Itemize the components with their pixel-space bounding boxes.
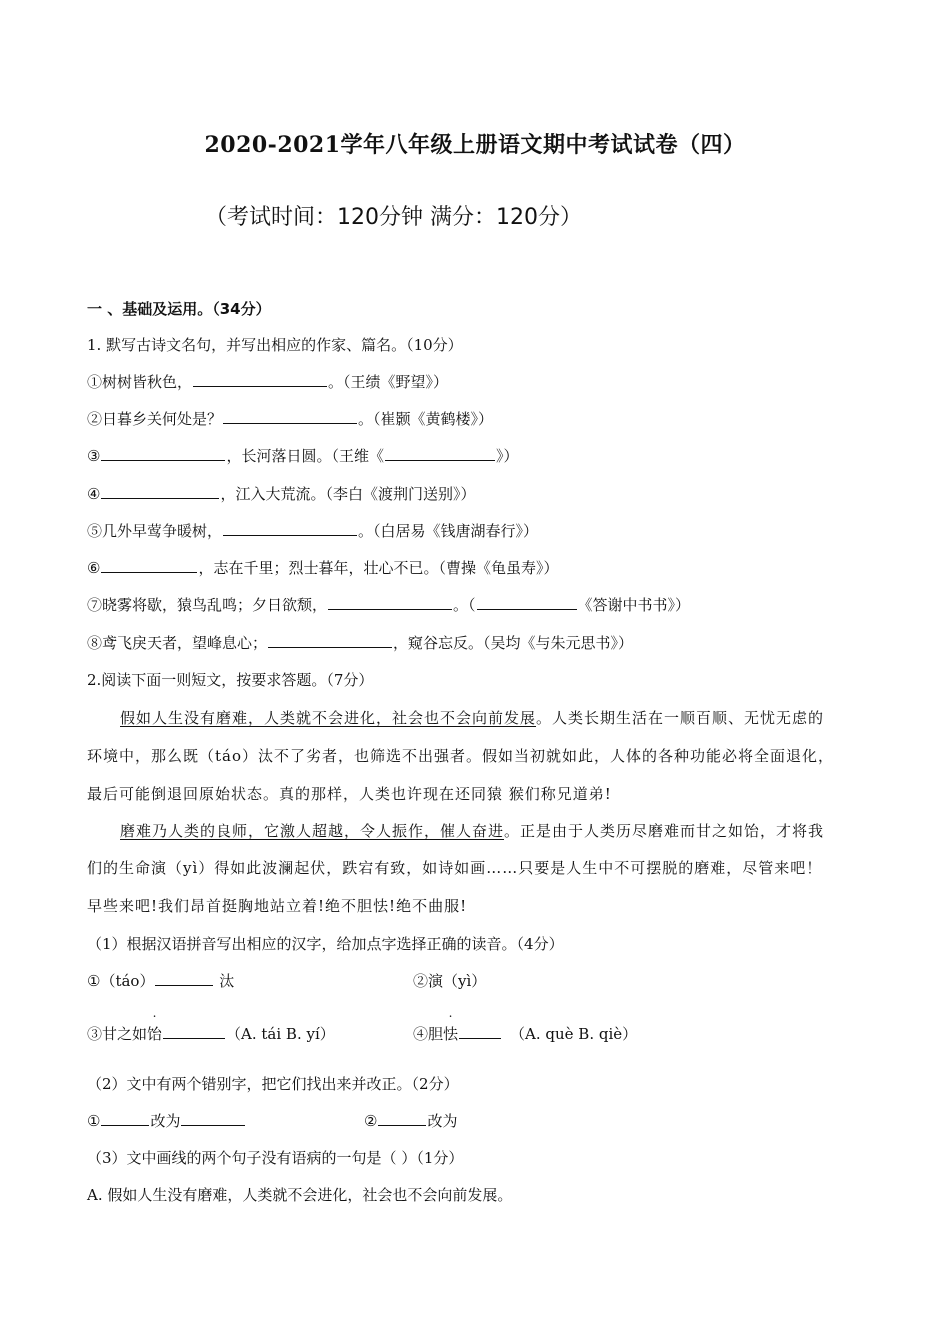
sub1-item-a-pre: ①（táo） (87, 972, 155, 990)
answer-blank[interactable] (268, 633, 392, 648)
emphasis-dot: . (448, 1006, 453, 1020)
underlined-sentence-1: 假如人生没有磨难，人类就不会进化，社会也不会向前发展 (120, 709, 537, 727)
q1-item-3-post: 》） (495, 447, 519, 465)
passage-p1-line2: 环境中，那么既（táo）汰不了劣者，也筛选不出强者。假如当初就如此，人体的各种功能必将全面退化， (87, 747, 835, 765)
q1-item-7-mid: 。（ (453, 596, 476, 614)
sub-question-2-stem: （2）文中有两个错别字，把它们找出来并改正。（2分） (87, 1075, 459, 1093)
sub2-item-a-num: ① (87, 1112, 101, 1130)
q1-item-5 (87, 520, 538, 541)
q1-item-8 (87, 632, 633, 653)
sub-question-3-stem: （3）文中画线的两个句子没有语病的一句是（ ）（1分） (87, 1149, 464, 1167)
sub2-item-a-label: 改为 (150, 1112, 181, 1130)
dotted-char-text: 饴 (147, 1025, 163, 1043)
q1-item-3 (87, 445, 518, 466)
sub1-item-d (413, 1006, 638, 1044)
passage-p2-line3: 早些来吧!我们昂首挺胸地站立着!绝不胆怯!绝不曲服! (87, 897, 468, 915)
passage-p2-line1 (120, 820, 824, 841)
answer-blank[interactable] (328, 595, 452, 610)
answer-blank[interactable] (155, 971, 213, 986)
passage-text: 。正是由于人类历尽磨难而甘之如饴，才将我 (504, 822, 825, 840)
q1-item-8-pre: ⑧鸢飞戾天者，望峰息心； (87, 634, 268, 652)
sub1-item-c (87, 1006, 335, 1044)
answer-blank[interactable] (223, 409, 357, 424)
section-heading: 一 、基础及运用。（34分） (87, 300, 271, 318)
sub-question-1-stem: （1）根据汉语拼音写出相应的汉字，给加点字选择正确的读音。（4分） (87, 935, 564, 953)
q1-item-6-pre: ⑥ (87, 559, 101, 577)
answer-blank[interactable] (181, 1111, 245, 1126)
answer-blank[interactable] (223, 521, 357, 536)
q1-item-7 (87, 594, 690, 615)
answer-blank[interactable] (101, 1111, 149, 1126)
exam-info: （考试时间：120分钟 满分：120分） (205, 205, 582, 230)
answer-blank[interactable] (193, 372, 327, 387)
answer-blank[interactable] (101, 558, 197, 573)
q1-item-4-pre: ④ (87, 485, 101, 503)
dotted-char (147, 1006, 163, 1044)
sub1-item-b (413, 970, 486, 991)
passage-text: 。人类长期生活在一顺百顺、无忧无虑的 (536, 709, 825, 727)
q1-item-3-pre: ③ (87, 447, 101, 465)
passage-p1-line1 (120, 707, 824, 728)
sub2-item-a (87, 1110, 246, 1131)
q1-item-5-post: 。（白居易《钱唐湖春行》） (358, 522, 539, 540)
question-1-stem: 1. 默写古诗文名句，并写出相应的作家、篇名。（10分） (87, 336, 463, 354)
sub3-option-a[interactable]: A. 假如人生没有磨难，人类就不会进化，社会也不会向前发展。 (87, 1186, 513, 1204)
answer-blank[interactable] (378, 1111, 426, 1126)
passage-p1-line3: 最后可能倒退回原始状态。真的那样，人类也许现在还同猿 猴们称兄道弟! (87, 785, 612, 803)
sub2-item-b-num: ② (364, 1112, 378, 1130)
q1-item-4 (87, 483, 475, 504)
passage-p2-line2: 们的生命演（yì）得如此波澜起伏，跌宕有致，如诗如画……只要是人生中不可摆脱的磨难，尽管来吧！ (87, 859, 823, 877)
sub1-item-c-pre: ③甘之如 (87, 1025, 148, 1043)
sub2-item-b-label: 改为 (427, 1112, 458, 1130)
q1-item-1-pre: ①树树皆秋色， (87, 373, 193, 391)
sub1-item-a-post: 汰 (214, 972, 235, 990)
answer-blank[interactable] (459, 1024, 501, 1039)
q1-item-7-pre: ⑦晓雾将歇，猿鸟乱鸣；夕日欲颓， (87, 596, 328, 614)
q1-item-3-mid: ，长河落日圆。（王维《 (226, 447, 384, 465)
answer-blank[interactable] (385, 446, 495, 461)
q1-item-1 (87, 371, 448, 392)
q1-item-2-pre: ②日暮乡关何处是？ (87, 410, 223, 428)
underlined-sentence-2: 磨难乃人类的良师，它激人超越，令人振作，催人奋进 (120, 822, 505, 840)
answer-blank[interactable] (101, 484, 219, 499)
sub1-item-b-text: ②演（yì） (413, 972, 487, 990)
answer-blank[interactable] (101, 446, 225, 461)
q1-item-7-post: 《答谢中书书》） (577, 596, 691, 614)
answer-blank[interactable] (477, 595, 577, 610)
q1-item-6 (87, 557, 558, 578)
q1-item-2-post: 。（崔颢《黄鹤楼》） (358, 410, 494, 428)
q1-item-8-post: ，窥谷忘反。（吴均《与朱元思书》） (393, 634, 634, 652)
q1-item-2 (87, 408, 493, 429)
q1-item-5-pre: ⑤几外早莺争暖树， (87, 522, 223, 540)
q1-item-4-post: ，江入大荒流。（李白《渡荆门送别》） (220, 485, 476, 503)
sub2-item-b (364, 1110, 457, 1131)
sub1-item-d-pre: ④胆 (413, 1025, 444, 1043)
question-2-stem: 2.阅读下面一则短文，按要求答题。（7分） (87, 671, 374, 689)
page-title: 2020-2021学年八年级上册语文期中考试试卷（四） (204, 132, 746, 158)
q1-item-6-post: ，志在千里；烈士暮年，壮心不已。（曹操《龟虽寿》） (198, 559, 559, 577)
dotted-char-text: 怯 (443, 1025, 459, 1043)
emphasis-dot: . (152, 1006, 157, 1020)
answer-blank[interactable] (163, 1024, 225, 1039)
dotted-char (443, 1006, 459, 1044)
sub1-item-a (87, 970, 234, 991)
sub1-item-d-options: （A. què B. qiè） (510, 1025, 638, 1043)
q1-item-1-post: 。（王绩《野望》） (328, 373, 449, 391)
sub1-item-c-options: （A. tái B. yí） (226, 1025, 335, 1043)
